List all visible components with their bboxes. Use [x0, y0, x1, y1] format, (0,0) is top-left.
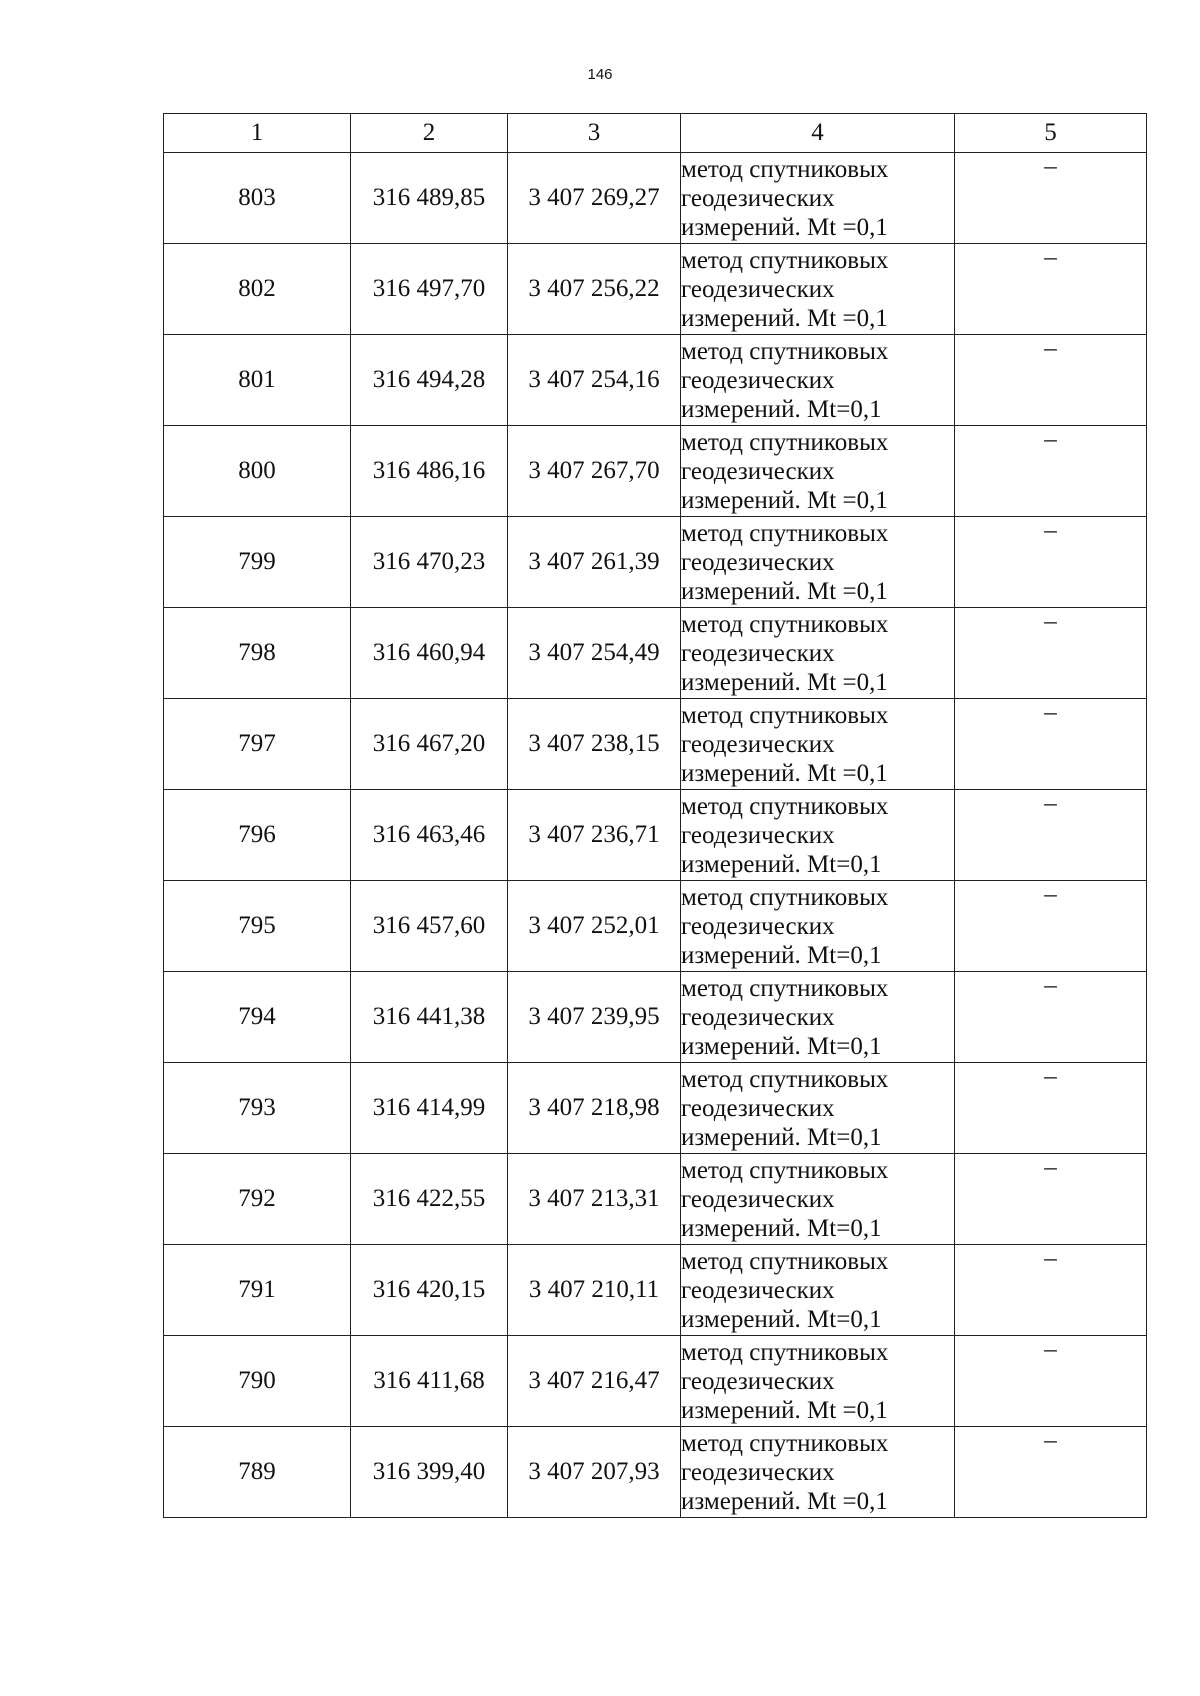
y-coordinate-cell: 3 407 236,71 — [508, 790, 681, 881]
table-row — [164, 517, 1147, 608]
method-line: измерений. Mt=0,1 — [681, 941, 882, 969]
table-row — [164, 153, 1147, 244]
point-number-cell: 792 — [164, 1154, 351, 1245]
method-line: метод спутниковых — [681, 701, 889, 729]
x-coordinate-cell: 316 422,55 — [351, 1154, 508, 1245]
method-cell — [681, 153, 955, 244]
method-line: измерений. Mt =0,1 — [681, 304, 888, 332]
note-cell: – — [955, 426, 1147, 517]
note-cell: – — [955, 517, 1147, 608]
point-number-cell: 796 — [164, 790, 351, 881]
method-line: измерений. Mt =0,1 — [681, 1396, 888, 1424]
method-line: метод спутниковых — [681, 610, 889, 638]
method-line: измерений. Mt=0,1 — [681, 1214, 882, 1242]
x-coordinate-cell: 316 414,99 — [351, 1063, 508, 1154]
point-number-cell: 802 — [164, 244, 351, 335]
method-line: измерений. Mt =0,1 — [681, 486, 888, 514]
note-cell: – — [955, 972, 1147, 1063]
method-line: метод спутниковых — [681, 1156, 889, 1184]
method-line: геодезических — [681, 366, 835, 394]
note-cell: – — [955, 1427, 1147, 1518]
method-line: геодезических — [681, 1003, 835, 1031]
method-line: метод спутниковых — [681, 974, 889, 1002]
y-coordinate-cell: 3 407 210,11 — [508, 1245, 681, 1336]
x-coordinate-cell: 316 457,60 — [351, 881, 508, 972]
method-cell — [681, 1063, 955, 1154]
method-line: метод спутниковых — [681, 428, 889, 456]
point-number-cell: 794 — [164, 972, 351, 1063]
method-line: геодезических — [681, 639, 835, 667]
method-line: геодезических — [681, 184, 835, 212]
method-line: метод спутниковых — [681, 1247, 889, 1275]
point-number-cell: 793 — [164, 1063, 351, 1154]
point-number-cell: 800 — [164, 426, 351, 517]
method-cell — [681, 699, 955, 790]
table-row — [164, 790, 1147, 881]
method-cell — [681, 1336, 955, 1427]
method-line: метод спутниковых — [681, 519, 889, 547]
method-cell — [681, 517, 955, 608]
table-body — [164, 153, 1147, 1518]
method-line: метод спутниковых — [681, 337, 889, 365]
table-header-row — [164, 114, 1147, 153]
method-line: геодезических — [681, 821, 835, 849]
method-line: геодезических — [681, 1458, 835, 1486]
method-line: измерений. Mt=0,1 — [681, 1123, 882, 1151]
note-cell: – — [955, 244, 1147, 335]
method-line: геодезических — [681, 275, 835, 303]
table-row — [164, 426, 1147, 517]
method-cell — [681, 335, 955, 426]
y-coordinate-cell: 3 407 254,49 — [508, 608, 681, 699]
note-cell: – — [955, 1063, 1147, 1154]
method-line: метод спутниковых — [681, 1429, 889, 1457]
method-cell — [681, 972, 955, 1063]
method-line: измерений. Mt=0,1 — [681, 395, 882, 423]
method-line: геодезических — [681, 1367, 835, 1395]
method-line: измерений. Mt =0,1 — [681, 759, 888, 787]
note-cell: – — [955, 790, 1147, 881]
point-number-cell: 798 — [164, 608, 351, 699]
y-coordinate-cell: 3 407 256,22 — [508, 244, 681, 335]
y-coordinate-cell: 3 407 238,15 — [508, 699, 681, 790]
column-header-1: 1 — [164, 114, 351, 153]
note-cell: – — [955, 699, 1147, 790]
table-row — [164, 1336, 1147, 1427]
method-cell — [681, 1427, 955, 1518]
y-coordinate-cell: 3 407 213,31 — [508, 1154, 681, 1245]
table-row — [164, 881, 1147, 972]
method-line: измерений. Mt=0,1 — [681, 850, 882, 878]
x-coordinate-cell: 316 399,40 — [351, 1427, 508, 1518]
method-cell — [681, 608, 955, 699]
method-line: геодезических — [681, 457, 835, 485]
column-header-5: 5 — [955, 114, 1147, 153]
method-line: геодезических — [681, 1276, 835, 1304]
point-number-cell: 799 — [164, 517, 351, 608]
method-line: метод спутниковых — [681, 1065, 889, 1093]
method-line: геодезических — [681, 1094, 835, 1122]
x-coordinate-cell: 316 489,85 — [351, 153, 508, 244]
x-coordinate-cell: 316 420,15 — [351, 1245, 508, 1336]
table-row — [164, 608, 1147, 699]
note-cell: – — [955, 335, 1147, 426]
method-line: геодезических — [681, 1185, 835, 1213]
y-coordinate-cell: 3 407 207,93 — [508, 1427, 681, 1518]
x-coordinate-cell: 316 486,16 — [351, 426, 508, 517]
note-cell: – — [955, 1154, 1147, 1245]
x-coordinate-cell: 316 497,70 — [351, 244, 508, 335]
table-row — [164, 699, 1147, 790]
note-cell: – — [955, 881, 1147, 972]
method-line: измерений. Mt =0,1 — [681, 1487, 888, 1515]
note-cell: – — [955, 608, 1147, 699]
y-coordinate-cell: 3 407 269,27 — [508, 153, 681, 244]
y-coordinate-cell: 3 407 252,01 — [508, 881, 681, 972]
method-line: метод спутниковых — [681, 246, 889, 274]
table-row — [164, 1245, 1147, 1336]
x-coordinate-cell: 316 463,46 — [351, 790, 508, 881]
method-line: измерений. Mt=0,1 — [681, 1032, 882, 1060]
x-coordinate-cell: 316 441,38 — [351, 972, 508, 1063]
point-number-cell: 789 — [164, 1427, 351, 1518]
point-number-cell: 803 — [164, 153, 351, 244]
point-number-cell: 801 — [164, 335, 351, 426]
table-row — [164, 1427, 1147, 1518]
column-header-4: 4 — [681, 114, 955, 153]
method-line: метод спутниковых — [681, 883, 889, 911]
method-line: метод спутниковых — [681, 155, 889, 183]
method-line: геодезических — [681, 548, 835, 576]
y-coordinate-cell: 3 407 216,47 — [508, 1336, 681, 1427]
method-line: метод спутниковых — [681, 792, 889, 820]
note-cell: – — [955, 1336, 1147, 1427]
y-coordinate-cell: 3 407 261,39 — [508, 517, 681, 608]
method-cell — [681, 244, 955, 335]
y-coordinate-cell: 3 407 267,70 — [508, 426, 681, 517]
column-header-3: 3 — [508, 114, 681, 153]
method-line: геодезических — [681, 730, 835, 758]
method-line: метод спутниковых — [681, 1338, 889, 1366]
table-row — [164, 1063, 1147, 1154]
method-line: измерений. Mt=0,1 — [681, 1305, 882, 1333]
method-cell — [681, 881, 955, 972]
point-number-cell: 790 — [164, 1336, 351, 1427]
coordinates-table — [163, 113, 1147, 1518]
table-row — [164, 1154, 1147, 1245]
x-coordinate-cell: 316 467,20 — [351, 699, 508, 790]
y-coordinate-cell: 3 407 254,16 — [508, 335, 681, 426]
point-number-cell: 797 — [164, 699, 351, 790]
table-row — [164, 335, 1147, 426]
method-line: измерений. Mt =0,1 — [681, 213, 888, 241]
point-number-cell: 791 — [164, 1245, 351, 1336]
x-coordinate-cell: 316 460,94 — [351, 608, 508, 699]
y-coordinate-cell: 3 407 239,95 — [508, 972, 681, 1063]
note-cell: – — [955, 1245, 1147, 1336]
x-coordinate-cell: 316 494,28 — [351, 335, 508, 426]
y-coordinate-cell: 3 407 218,98 — [508, 1063, 681, 1154]
note-cell: – — [955, 153, 1147, 244]
method-line: геодезических — [681, 912, 835, 940]
method-cell — [681, 426, 955, 517]
method-cell — [681, 1154, 955, 1245]
method-cell — [681, 790, 955, 881]
method-line: измерений. Mt =0,1 — [681, 668, 888, 696]
method-line: измерений. Mt =0,1 — [681, 577, 888, 605]
table-row — [164, 244, 1147, 335]
column-header-2: 2 — [351, 114, 508, 153]
table-row — [164, 972, 1147, 1063]
method-cell — [681, 1245, 955, 1336]
point-number-cell: 795 — [164, 881, 351, 972]
x-coordinate-cell: 316 470,23 — [351, 517, 508, 608]
page-number: 146 — [587, 66, 613, 83]
x-coordinate-cell: 316 411,68 — [351, 1336, 508, 1427]
